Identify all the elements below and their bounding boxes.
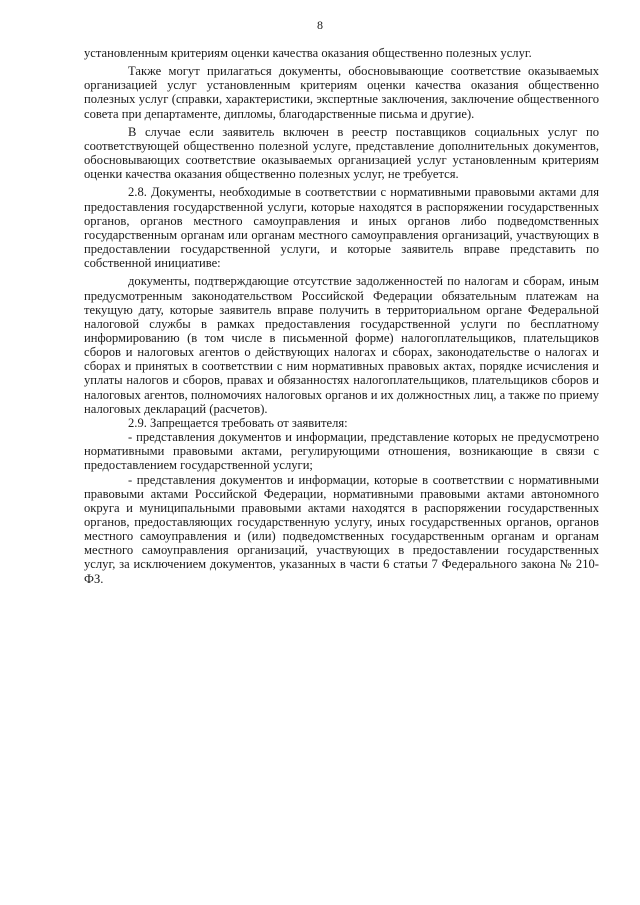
paragraph-criteria-continuation: установленным критериям оценки качества оказания общественно полезных услуг.	[84, 46, 532, 60]
document-body	[84, 46, 599, 586]
paragraph-tax-documents: документы, подтверждающие отсутствие задолженностей по налогам и сборам, иным предусмотренным законодательством Российской Федерации обязательным платежам на текущую дату, которые заявитель вправе получить в территориальном органе Федеральной налоговой службы в рамках предоставления государственной услуги по бесплатному информированию (в том числе в письменной форме) налогоплательщиков, плательщиков сборов и налоговых агентов о действующих налогах и сборах, законодательстве о налогах и сборах и принятых в соответствии с ним нормативных правовых актах, порядке исчисления и уплаты налогов и сборов, правах и обязанностях налогоплательщиков, плательщиков сборов и налоговых агентов, полномочиях налоговых органов и их должностных лиц, а также по приему налоговых деклараций (расчетов).	[84, 274, 599, 416]
page-number: 8	[317, 18, 323, 32]
paragraph-registry-exemption: В случае если заявитель включен в реестр поставщиков социальных услуг по соответствующей общественно полезной услуге, представление дополнительных документов, обосновывающих соответствие оказываемых организацией услуг установленным критериям оценки качества оказания общественно полезных услуг, не требуется.	[84, 124, 599, 182]
list-item-prohibited-documents: - представления документов и информации, представление которых не предусмотрено нормативными правовыми актами, регулирующими отношения, возникающие в связи с предоставлением государственной услуги;	[84, 430, 599, 473]
paragraph-section-2-8: 2.8. Документы, необходимые в соответствии с нормативными правовыми актами для предоставления государственной услуги, которые находятся в распоряжении государственных органов, органов местного самоуправления и иных органов либо подведомственных государственным органам или органам местного самоуправления организаций, участвующих в предоставлении государственной услуги, и которые заявитель вправе представить по собственной инициативе:	[84, 185, 599, 271]
paragraph-supporting-documents: Также могут прилагаться документы, обосновывающие соответствие оказываемых организацией услуг установленным критериям оценки качества оказания общественно полезных услуг (справки, характеристики, экспертные заключения, заключение общественного совета при департаменте, дипломы, благодарственные письма и другие).	[84, 64, 599, 121]
list-item-prohibited-information: - представления документов и информации, которые в соответствии с нормативными правовыми актами Российской Федерации, нормативными правовыми актами автономного округа и муниципальными правовыми актами находятся в распоряжении государственных органов, предоставляющих государственную услугу, иных государственных органов, органов местного самоуправления и (или) подведомственных государственным органам и органам местного самоуправления организаций, участвующих в предоставлении государственных услуг, за исключением документов, указанных в части 6 статьи 7 Федерального закона № 210-ФЗ.	[84, 472, 599, 586]
paragraph-section-2-9: 2.9. Запрещается требовать от заявителя:	[128, 415, 348, 430]
